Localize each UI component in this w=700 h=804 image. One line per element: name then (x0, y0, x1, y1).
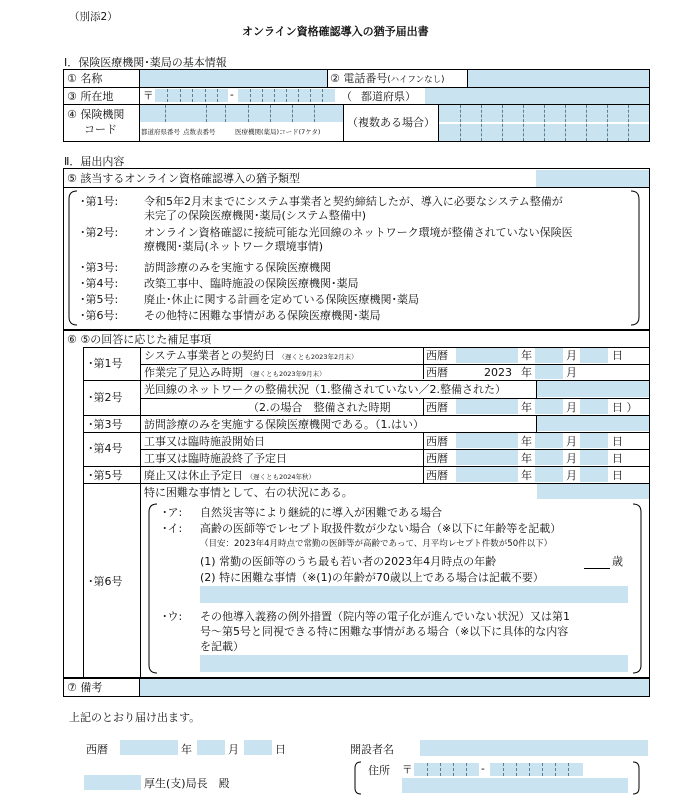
q6-label: ⑥ ⑤の回答に応じた補足事項 (67, 333, 212, 346)
postal-mark: 〒 (143, 90, 154, 102)
construction-end-year-input[interactable] (456, 450, 518, 465)
closure-era: 西暦 (426, 469, 448, 482)
declaration-statement: 上記のとおり届け出ます。 (69, 711, 201, 724)
sub-prefecture-number: 都道府県番号 (141, 128, 180, 136)
footer-postal-first[interactable] (414, 763, 479, 776)
address-bracket-right (632, 761, 640, 795)
closure-month-input[interactable] (535, 467, 563, 482)
case-u-text-3: を記載） (200, 640, 244, 653)
address-bracket-left (354, 761, 362, 795)
contract-day-unit: 日 (612, 349, 623, 362)
construction-start-month-unit: 月 (566, 435, 577, 448)
closure-date-label: 廃止又は休止予定日 （遅くとも2024年秋） (144, 469, 316, 482)
supp-group-6-label: ･第6号 (88, 575, 123, 588)
construction-start-year-unit: 年 (521, 435, 532, 448)
multiple-codes-label: （複数ある場合） (347, 116, 435, 129)
founder-name-input[interactable] (420, 740, 648, 756)
type-6-text: その他特に困難な事情がある保険医療機関･薬局 (144, 309, 381, 322)
sub-institution-code: 医療機関(薬局)コード(7ケタ) (235, 128, 321, 136)
type-5-text: 廃止･休止に関する計画を定めている保険医療機関･薬局 (144, 293, 419, 306)
supp-group-2-label: ･第2号 (88, 391, 123, 404)
home-visit-input[interactable] (537, 416, 649, 431)
postal-dash: - (230, 89, 234, 101)
construction-start-era: 西暦 (426, 435, 448, 448)
network-day-unit: 日 ） (612, 401, 638, 414)
institution-code-input[interactable] (140, 105, 343, 122)
footer-address-input[interactable] (402, 778, 628, 793)
construction-end-year-unit: 年 (521, 452, 532, 465)
case-u-mark: ･ウ: (162, 610, 183, 623)
type-2-text-2: 療機関･薬局(ネットワーク環境事情) (144, 240, 324, 253)
g6-bracket-left (148, 503, 158, 674)
supp-group-4-label: ･第4号 (88, 442, 123, 455)
section2-heading: Ⅱ．届出内容 (64, 155, 125, 168)
network-date-label: （2.の場合 整備された時期 (248, 401, 391, 414)
footer-day-unit: 日 (275, 743, 286, 756)
case-u-detail-input[interactable] (200, 655, 628, 672)
footer-year-input[interactable] (120, 740, 178, 755)
completion-year-unit: 年 (521, 366, 532, 379)
network-month-input[interactable] (535, 399, 563, 414)
network-year-input[interactable] (456, 399, 518, 414)
type-1-text-2: 未完了の保険医療機関･薬局(システム整備中) (144, 209, 366, 222)
prefecture-open: （ (341, 90, 352, 103)
construction-end-era: 西暦 (426, 452, 448, 465)
type-4-text: 改築工事中、臨時施設の保険医療機関･薬局 (144, 277, 359, 290)
type-2-number: ･第2号: (80, 226, 119, 239)
contract-year-input[interactable] (456, 348, 518, 363)
completion-month-input[interactable] (535, 365, 563, 379)
type-1-number: ･第1号: (80, 195, 119, 208)
founder-name-label: 開設者名 (350, 743, 394, 756)
construction-start-label: 工事又は臨時施設開始日 (144, 435, 265, 448)
footer-year-unit: 年 (181, 743, 192, 756)
prefecture-label: 都道府県） (361, 90, 416, 103)
supp-group-3-label: ･第3号 (88, 418, 123, 431)
contract-month-input[interactable] (535, 348, 563, 363)
type-4-number: ･第4号: (80, 277, 119, 290)
home-visit-label: 訪問診療のみを実施する保険医療機関である。（1.はい） (144, 418, 424, 431)
case-i-question-1: (1) 常勤の医師等のうち最も若い者の2023年4月時点の年齢 (200, 555, 497, 568)
closure-day-input[interactable] (580, 467, 608, 482)
supp-group-5-label: ･第5号 (88, 469, 123, 482)
g6-bracket-right (632, 503, 642, 674)
institution-code-label-2: コード (84, 123, 117, 136)
type-5-number: ･第5号: (80, 293, 119, 306)
closure-year-unit: 年 (521, 469, 532, 482)
address-detail-input[interactable] (425, 88, 649, 104)
construction-start-month-input[interactable] (535, 433, 563, 448)
case-i-text: 高齢の医師等でレセプト取扱件数が少ない場合（※以下に年齢等を記載） (200, 522, 562, 535)
footer-month-input[interactable] (197, 740, 225, 755)
case-i-detail-input[interactable] (200, 586, 628, 603)
construction-end-label: 工事又は臨時施設終了予定日 (144, 452, 287, 465)
network-era: 西暦 (426, 401, 448, 414)
document-title: オンライン資格確認導入の猶予届出書 (242, 25, 429, 38)
address-label: ③ 所在地 (67, 90, 114, 103)
network-status-label: 光回線のネットワークの整備状況（1.整備されていない／2.整備された） (144, 383, 506, 396)
footer-address-label: 住所 (368, 764, 390, 777)
construction-end-day-unit: 日 (612, 452, 623, 465)
type-3-text: 訪問診療のみを実施する保険医療機関 (144, 261, 331, 274)
q5-type-input[interactable] (536, 170, 649, 187)
construction-start-day-input[interactable] (580, 433, 608, 448)
network-day-input[interactable] (580, 399, 608, 414)
name-input[interactable] (140, 70, 327, 87)
section1-heading: Ⅰ．保険医療機関･薬局の基本情報 (64, 56, 227, 69)
contract-date-label: システム事業者との契約日 （遅くとも2023年2月末） (144, 349, 358, 362)
sub-point-table-number: 点数表番号 (183, 128, 216, 136)
type-6-number: ･第6号: (80, 309, 119, 322)
phone-label: ② 電話番号(ハイフンなし) (330, 72, 445, 85)
remarks-label: ⑦ 備考 (67, 681, 103, 694)
type-1-text: 令和5年2月末までにシステム事業者と契約締結したが、導入に必要なシステム整備が (144, 195, 563, 208)
completion-month-unit: 月 (566, 366, 577, 379)
network-month-unit: 月 (566, 401, 577, 414)
type-2-text: オンライン資格確認に接続可能な光回線のネットワーク環境が整備されていない保険医 (144, 226, 573, 239)
closure-month-unit: 月 (566, 469, 577, 482)
case-a-text: 自然災害等により継続的に導入が困難である場合 (200, 506, 442, 519)
case-u-text-2: 号～第5号と同視できる特に困難な事情がある場合（※以下に具体的な内容 (200, 625, 569, 638)
remarks-input[interactable] (140, 679, 649, 696)
q5-bracket-left (68, 190, 78, 326)
attachment-label: （別添2） (69, 11, 118, 23)
construction-end-month-unit: 月 (566, 452, 577, 465)
bureau-addressee: 厚生(支)局長 殿 (144, 777, 230, 790)
special-difficulty-intro: 特に困難な事情として、右の状況にある。 (144, 486, 353, 499)
footer-postal-dash: - (481, 763, 485, 775)
type-3-number: ･第3号: (80, 261, 119, 274)
network-year-unit: 年 (521, 401, 532, 414)
phone-input[interactable] (468, 70, 649, 87)
completion-year-value: 2023 (484, 366, 512, 379)
construction-end-month-input[interactable] (535, 450, 563, 465)
completion-era: 西暦 (426, 366, 448, 379)
footer-era: 西暦 (86, 743, 108, 756)
special-difficulty-input[interactable] (537, 484, 649, 499)
case-i-note: （目安：2023年4月時点で常勤の医師等が高齢であって、月平均レセプト件数が50件以下） (200, 539, 553, 549)
name-label: ① 名称 (67, 72, 103, 85)
construction-end-day-input[interactable] (580, 450, 608, 465)
bureau-name-input[interactable] (84, 775, 141, 790)
contract-day-input[interactable] (580, 348, 608, 363)
case-i-question-2: (2) 特に困難な事情（※(1)の年齢が70歳以上である場合は記載不要） (200, 571, 544, 584)
contract-year-unit: 年 (521, 349, 532, 362)
age-unit: 歳 (612, 555, 623, 568)
construction-start-year-input[interactable] (456, 433, 518, 448)
case-i-mark: ･イ: (162, 522, 183, 535)
footer-month-unit: 月 (228, 743, 239, 756)
closure-year-input[interactable] (456, 467, 518, 482)
q5-bracket-right (630, 190, 640, 326)
q5-label: ⑤ 該当するオンライン資格確認導入の猶予類型 (67, 172, 301, 185)
completion-label: 作業完了見込み時期 （遅くとも2023年9月末） (144, 366, 326, 379)
footer-day-input[interactable] (244, 740, 272, 755)
network-status-input[interactable] (537, 381, 649, 397)
footer-postal-mark: 〒 (402, 764, 413, 776)
case-a-mark: ･ア: (162, 506, 183, 519)
supp-group-1-label: ･第1号 (88, 357, 123, 370)
case-u-text-1: その他導入義務の例外措置（院内等の電子化が進んでいない状況）又は第1 (200, 610, 570, 623)
construction-start-day-unit: 日 (612, 435, 623, 448)
closure-day-unit: 日 (612, 469, 623, 482)
institution-code-label: ④ 保険機関 (67, 108, 125, 121)
contract-era: 西暦 (426, 349, 448, 362)
contract-month-unit: 月 (566, 349, 577, 362)
